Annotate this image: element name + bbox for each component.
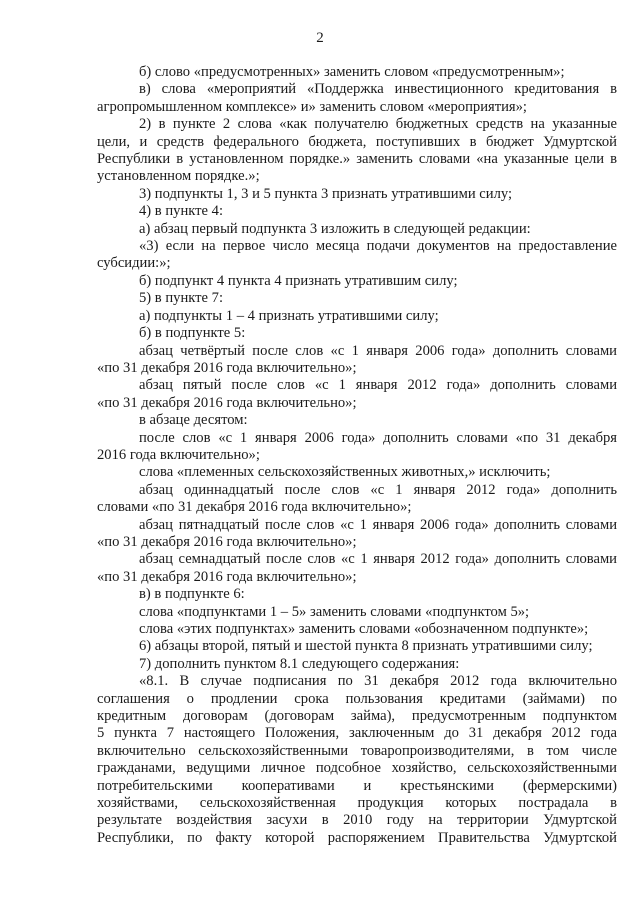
text-line: «по 31 декабря 2016 года включительно»; — [97, 568, 357, 585]
text-line: агропромышленном комплексе» и» заменить словом «мероприятия»; — [97, 98, 527, 115]
text-line: 2016 года включительно»; — [97, 446, 260, 463]
text-line: 2) в пункте 2 слова «как получателю бюджетных средств на указанные — [139, 116, 617, 133]
text-line: абзац пятый после слов «с 1 января 2012 года» дополнить словами — [139, 377, 617, 394]
text-line: слова «племенных сельскохозяйственных животных,» исключить; — [139, 464, 551, 481]
text-line: словами «по 31 декабря 2016 года включительно»; — [97, 499, 412, 516]
text-line: после слов «с 1 января 2006 года» дополнить словами «по 31 декабря — [139, 429, 617, 446]
text-line: б) в подпункте 5: — [139, 325, 246, 342]
text-line: 5 пункта 7 настоящего Положения, заключенным до 31 декабря 2012 года — [97, 725, 617, 742]
text-line: потребительскими кооперативами и крестьянскими (фермерскими) — [97, 777, 617, 794]
text-line: 4) в пункте 4: — [139, 203, 224, 220]
text-line: субсидии:»; — [97, 255, 171, 272]
text-line: слова «этих подпунктах» заменить словами «обозначенном подпункте»; — [139, 621, 589, 637]
text-line: кредитным договорам (договорам займа), предусмотренным подпунктом — [97, 708, 617, 725]
text-line: 3) подпункты 1, 3 и 5 пункта 3 признать утратившими силу; — [139, 185, 513, 202]
text-line: абзац семнадцатый после слов «с 1 января 2012 года» дополнить словами — [139, 551, 617, 568]
text-line: «8.1. В случае подписания по 31 декабря 2012 года включительно — [139, 673, 617, 690]
text-line: в) слова «мероприятий «Поддержка инвестиционного кредитования в — [139, 81, 617, 98]
text-line: «по 31 декабря 2016 года включительно»; — [97, 359, 357, 376]
text-line: соглашения о продлении срока пользования кредитами (займами) по — [97, 690, 617, 707]
text-line: «по 31 декабря 2016 года включительно»; — [97, 533, 357, 550]
text-line: 7) дополнить пунктом 8.1 следующего содержания: — [139, 655, 460, 672]
text-line: установленном порядке.»; — [97, 168, 260, 185]
text-line: цели, и средств федерального бюджета, поступивших в бюджет Удмуртской — [97, 133, 617, 150]
page-number: 2 — [316, 30, 324, 46]
text-line: в абзаце десятом: — [139, 412, 248, 429]
text-line: результате воздействия засухи в 2010 году на территории Удмуртской — [97, 812, 617, 829]
text-line: абзац одиннадцатый после слов «с 1 января 2012 года» дополнить — [139, 481, 617, 498]
text-line: б) подпункт 4 пункта 4 признать утратившим силу; — [139, 272, 458, 289]
text-line: включительно сельскохозяйственными товаропроизводителями, в том числе — [97, 742, 617, 759]
text-line: «3) если на первое число месяца подачи документов на предоставление — [139, 238, 617, 255]
text-line: б) слово «предусмотренных» заменить словом «предусмотренным»; — [139, 64, 565, 80]
document-body — [97, 64, 617, 847]
text-line: а) абзац первый подпункта 3 изложить в следующей редакции: — [139, 220, 531, 237]
text-line: абзац пятнадцатый после слов «с 1 января 2006 года» дополнить словами — [139, 516, 617, 533]
text-line: а) подпункты 1 – 4 признать утратившими силу; — [139, 307, 439, 324]
text-line: Республики, по факту которой распоряжением Правительства Удмуртской — [97, 829, 617, 846]
text-line: «по 31 декабря 2016 года включительно»; — [97, 394, 357, 411]
text-line: хозяйствами, сельскохозяйственная продукция которых пострадала в — [97, 795, 617, 812]
text-line: 5) в пункте 7: — [139, 290, 224, 307]
text-line: Республики в установленном порядке.» заменить словами «на указанные цели в — [97, 151, 617, 168]
text-line: абзац четвёртый после слов «с 1 января 2006 года» дополнить словами — [139, 342, 617, 359]
text-line: в) в подпункте 6: — [139, 586, 245, 603]
text-line: слова «подпунктами 1 – 5» заменить словами «подпунктом 5»; — [139, 603, 530, 620]
text-line: 6) абзацы второй, пятый и шестой пункта 8 признать утратившими силу; — [139, 638, 593, 655]
text-line: гражданами, ведущими личное подсобное хозяйство, сельскохозяйственными — [97, 760, 617, 777]
